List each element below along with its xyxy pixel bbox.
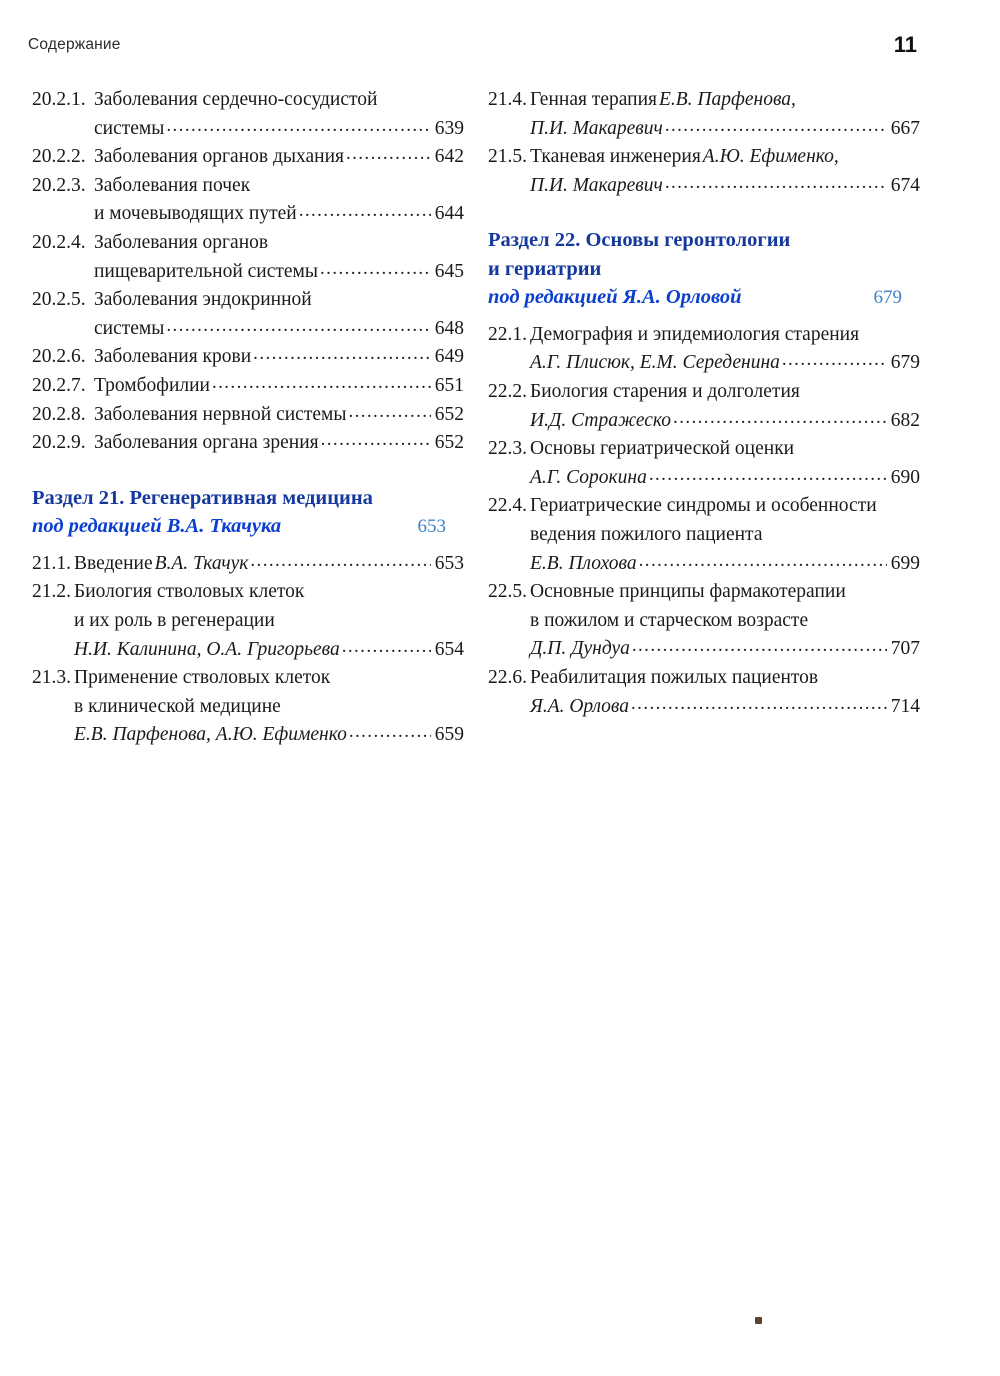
toc-entry-number: 20.2.5. xyxy=(32,289,86,311)
toc-dot-leader xyxy=(348,398,430,427)
toc-entry-number: 21.4. xyxy=(488,89,527,110)
toc-section-heading[interactable] xyxy=(488,226,920,312)
toc-entry-title: в пожилом и старческом возрасте xyxy=(530,609,809,631)
toc-entry-line xyxy=(488,635,920,664)
running-head xyxy=(28,32,972,62)
toc-page-number: 690 xyxy=(890,466,920,488)
scan-artifact-speck xyxy=(755,1317,762,1324)
toc-entry-line xyxy=(32,372,464,401)
toc-entry-line xyxy=(32,86,464,115)
toc-dot-leader xyxy=(631,690,887,719)
toc-entry[interactable] xyxy=(488,321,920,378)
toc-entry[interactable] xyxy=(32,343,464,372)
toc-section-editor-row xyxy=(488,283,920,312)
toc-entry-number: 21.1. xyxy=(32,552,71,574)
toc-page-number: 679 xyxy=(890,352,920,374)
toc-entry-line xyxy=(32,578,464,607)
toc-dot-leader xyxy=(299,197,431,226)
toc-entry-number: 20.2.4. xyxy=(32,231,86,253)
toc-entry-title: в клинической медицине xyxy=(74,695,281,717)
toc-entry-line xyxy=(488,693,920,722)
toc-page-number: 682 xyxy=(890,409,920,431)
toc-entry-line xyxy=(488,407,920,436)
toc-entry-line xyxy=(488,664,920,693)
toc-entry-line xyxy=(32,343,464,372)
toc-entry-line xyxy=(32,429,464,458)
toc-page-number: 714 xyxy=(890,695,920,717)
toc-entry-line xyxy=(32,258,464,287)
toc-entry-authors: И.Д. Стражеско xyxy=(530,409,672,431)
toc-dot-leader xyxy=(349,718,431,747)
toc-entry-number: 20.2.8. xyxy=(32,403,86,425)
toc-entry-title: Биология стволовых клеток xyxy=(74,581,305,603)
toc-entry-title: системы xyxy=(94,117,165,139)
toc-entry[interactable] xyxy=(32,550,464,579)
toc-entry[interactable] xyxy=(488,492,920,578)
toc-page-number: 654 xyxy=(434,638,464,660)
toc-entry-authors: Е.В. Плохова xyxy=(530,552,637,574)
toc-page-number: 653 xyxy=(434,552,464,574)
toc-entry[interactable] xyxy=(32,578,464,664)
toc-entry-line xyxy=(32,200,464,229)
toc-page-number: 707 xyxy=(890,638,920,660)
toc-entry-line xyxy=(488,115,920,144)
toc-section-editor-row xyxy=(32,512,464,541)
toc-section-title-line: и гериатрии xyxy=(488,257,602,280)
toc-entry-number: 20.2.7. xyxy=(32,374,86,396)
toc-entry[interactable] xyxy=(488,86,920,143)
toc-entry-number: 21.2. xyxy=(32,581,71,603)
toc-entry-number: 20.2.1. xyxy=(32,89,86,110)
toc-entry-title: и мочевыводящих путей xyxy=(94,203,297,225)
toc-entry-title: Заболевания органов xyxy=(94,231,269,253)
toc-dot-leader xyxy=(250,547,430,576)
toc-entry-authors: Е.В. Парфенова, А.Ю. Ефименко xyxy=(74,724,347,746)
toc-entry[interactable] xyxy=(32,401,464,430)
toc-column-right xyxy=(488,86,920,721)
toc-dot-leader xyxy=(673,404,887,433)
toc-entry[interactable] xyxy=(32,664,464,750)
toc-section-editor: под редакцией В.А. Ткачука xyxy=(32,515,282,538)
toc-entry[interactable] xyxy=(32,372,464,401)
toc-entry-title: Реабилитация пожилых пациентов xyxy=(530,667,819,688)
toc-entry-line xyxy=(32,229,464,258)
toc-dot-leader xyxy=(253,340,431,369)
toc-entry-title: Заболевания крови xyxy=(94,346,252,368)
toc-dot-leader xyxy=(342,633,431,662)
toc-dot-leader xyxy=(782,346,887,375)
toc-entry-line xyxy=(32,115,464,144)
toc-page-number: 652 xyxy=(434,403,464,425)
toc-entry-authors: А.Г. Сорокина xyxy=(530,466,647,488)
toc-entry-title: Заболевания органа зрения xyxy=(94,432,319,454)
toc-dot-leader xyxy=(166,112,430,141)
toc-entry-line xyxy=(488,378,920,407)
toc-entry-authors: В.А. Ткачук xyxy=(154,552,249,574)
toc-dot-leader xyxy=(346,140,431,169)
toc-entry[interactable] xyxy=(32,286,464,343)
toc-section-editor: под редакцией Я.А. Орловой xyxy=(488,286,742,309)
toc-page-number: 642 xyxy=(434,146,464,168)
toc-entry-number: 20.2.3. xyxy=(32,174,86,196)
toc-entry-title: ведения пожилого пациента xyxy=(530,524,763,546)
toc-entry-number: 22.1. xyxy=(488,323,527,345)
toc-page-number: 659 xyxy=(434,724,464,746)
toc-page-number: 649 xyxy=(434,346,464,368)
toc-entry-title: Заболевания сердечно-сосудистой xyxy=(94,89,378,110)
toc-entry-line xyxy=(488,607,920,636)
toc-page-number: 648 xyxy=(434,317,464,339)
toc-entry[interactable] xyxy=(488,378,920,435)
toc-page-number: 644 xyxy=(434,203,464,225)
toc-entry-line xyxy=(32,693,464,722)
toc-entry-authors: П.И. Макаревич xyxy=(530,117,663,139)
toc-entry-authors: Д.П. Дундуа xyxy=(530,638,630,660)
toc-entry[interactable] xyxy=(488,435,920,492)
toc-entry[interactable] xyxy=(488,578,920,664)
toc-entry-line xyxy=(488,435,920,464)
toc-entry-title: Генная терапия xyxy=(530,89,657,110)
toc-entry-title: системы xyxy=(94,317,165,339)
toc-entry-number: 20.2.2. xyxy=(32,146,86,168)
toc-page-number: 699 xyxy=(890,552,920,574)
toc-entry-title: Тканевая инженерия xyxy=(530,146,701,168)
toc-entry-title: Биология старения и долголетия xyxy=(530,381,800,403)
toc-entry-authors: А.Г. Плисюк, Е.М. Середенина xyxy=(530,352,780,374)
toc-entry-title: Демография и эпидемиология старения xyxy=(530,323,860,345)
toc-entry-number: 22.3. xyxy=(488,438,527,460)
toc-dot-leader xyxy=(166,312,430,341)
toc-dot-leader xyxy=(212,369,431,398)
toc-entry-title: Тромбофилии xyxy=(94,374,210,396)
toc-section-page-number: 679 xyxy=(873,287,902,309)
toc-entry[interactable] xyxy=(32,86,464,143)
toc-entry-line xyxy=(488,349,920,378)
toc-page-number: 639 xyxy=(434,117,464,139)
toc-entry-title: Основы гериатрической оценки xyxy=(530,438,795,460)
toc-entry-number: 20.2.6. xyxy=(32,346,86,368)
toc-section-title-line: Раздел 21. Регенеративная медицина xyxy=(32,486,373,509)
toc-entry-number: 21.3. xyxy=(32,667,71,689)
toc-entry-title: Заболевания почек xyxy=(94,174,251,196)
toc-page-number: 674 xyxy=(890,174,920,196)
toc-columns xyxy=(0,86,1000,1286)
toc-page-number: 651 xyxy=(434,374,464,396)
toc-dot-leader xyxy=(665,169,887,198)
toc-entry-title: Гериатрические синдромы и особенности xyxy=(530,495,877,517)
page-folio-number: 11 xyxy=(893,32,917,57)
toc-section-page-number: 653 xyxy=(417,516,446,538)
toc-entry-line xyxy=(32,286,464,315)
toc-entry-title: Заболевания нервной системы xyxy=(94,403,347,425)
toc-entry-line xyxy=(32,401,464,430)
toc-entry-line xyxy=(488,86,920,115)
toc-entry-line xyxy=(488,143,920,172)
toc-entry-title: Применение стволовых клеток xyxy=(74,667,331,689)
toc-entry-title: Заболевания эндокринной xyxy=(94,289,312,311)
toc-entry-title: пищеварительной системы xyxy=(94,260,318,282)
toc-entry-number: 22.2. xyxy=(488,381,527,403)
toc-entry-line xyxy=(32,143,464,172)
toc-entry-title: Заболевания органов дыхания xyxy=(94,146,344,168)
toc-entry-authors: Я.А. Орлова xyxy=(530,695,630,717)
toc-dot-leader xyxy=(321,426,431,455)
toc-entry-line xyxy=(32,721,464,750)
toc-entry[interactable] xyxy=(32,143,464,172)
toc-entry-line xyxy=(488,492,920,521)
toc-section-heading[interactable] xyxy=(32,484,464,541)
toc-entry[interactable] xyxy=(32,229,464,286)
toc-entry[interactable] xyxy=(32,429,464,458)
toc-entry-line xyxy=(32,636,464,665)
toc-entry-line xyxy=(488,321,920,350)
toc-entry-title: Введение xyxy=(74,552,153,574)
toc-entry-authors: Н.И. Калинина, О.А. Григорьева xyxy=(74,638,340,660)
toc-entry-line xyxy=(32,315,464,344)
toc-entry-line xyxy=(32,550,464,579)
toc-dot-leader xyxy=(320,255,431,284)
running-head-title: Содержание xyxy=(28,36,121,53)
toc-entry[interactable] xyxy=(488,143,920,200)
toc-entry-number: 21.5. xyxy=(488,146,527,168)
toc-entry-line xyxy=(32,607,464,636)
toc-dot-leader xyxy=(649,461,887,490)
toc-entry-line xyxy=(32,664,464,693)
toc-entry-line xyxy=(32,172,464,201)
toc-entry-number: 22.6. xyxy=(488,667,527,688)
toc-page-number: 667 xyxy=(890,117,920,139)
toc-dot-leader xyxy=(665,112,887,141)
toc-page-number: 652 xyxy=(434,432,464,454)
toc-section-title-line: Раздел 22. Основы геронтологии xyxy=(488,229,791,252)
toc-entry[interactable] xyxy=(32,172,464,229)
toc-dot-leader xyxy=(639,547,887,576)
toc-entry-number: 22.5. xyxy=(488,581,527,603)
toc-page-number: 645 xyxy=(434,260,464,282)
toc-entry-number: 22.4. xyxy=(488,495,527,517)
toc-entry-number: 20.2.9. xyxy=(32,432,86,454)
toc-entry-title: и их роль в регенерации xyxy=(74,609,275,631)
toc-entry-title: Основные принципы фармакотерапии xyxy=(530,581,846,603)
toc-entry-line xyxy=(488,172,920,201)
toc-entry-authors: А.Ю. Ефименко, xyxy=(702,146,839,168)
toc-entry-line xyxy=(488,550,920,579)
toc-dot-leader xyxy=(632,632,887,661)
toc-entry[interactable] xyxy=(488,664,920,721)
toc-entry-authors: Е.В. Парфенова, xyxy=(658,89,796,110)
toc-column-left xyxy=(32,86,464,750)
toc-entry-line xyxy=(488,578,920,607)
toc-entry-authors: П.И. Макаревич xyxy=(530,174,663,196)
toc-entry-line xyxy=(488,464,920,493)
toc-entry-line xyxy=(488,521,920,550)
